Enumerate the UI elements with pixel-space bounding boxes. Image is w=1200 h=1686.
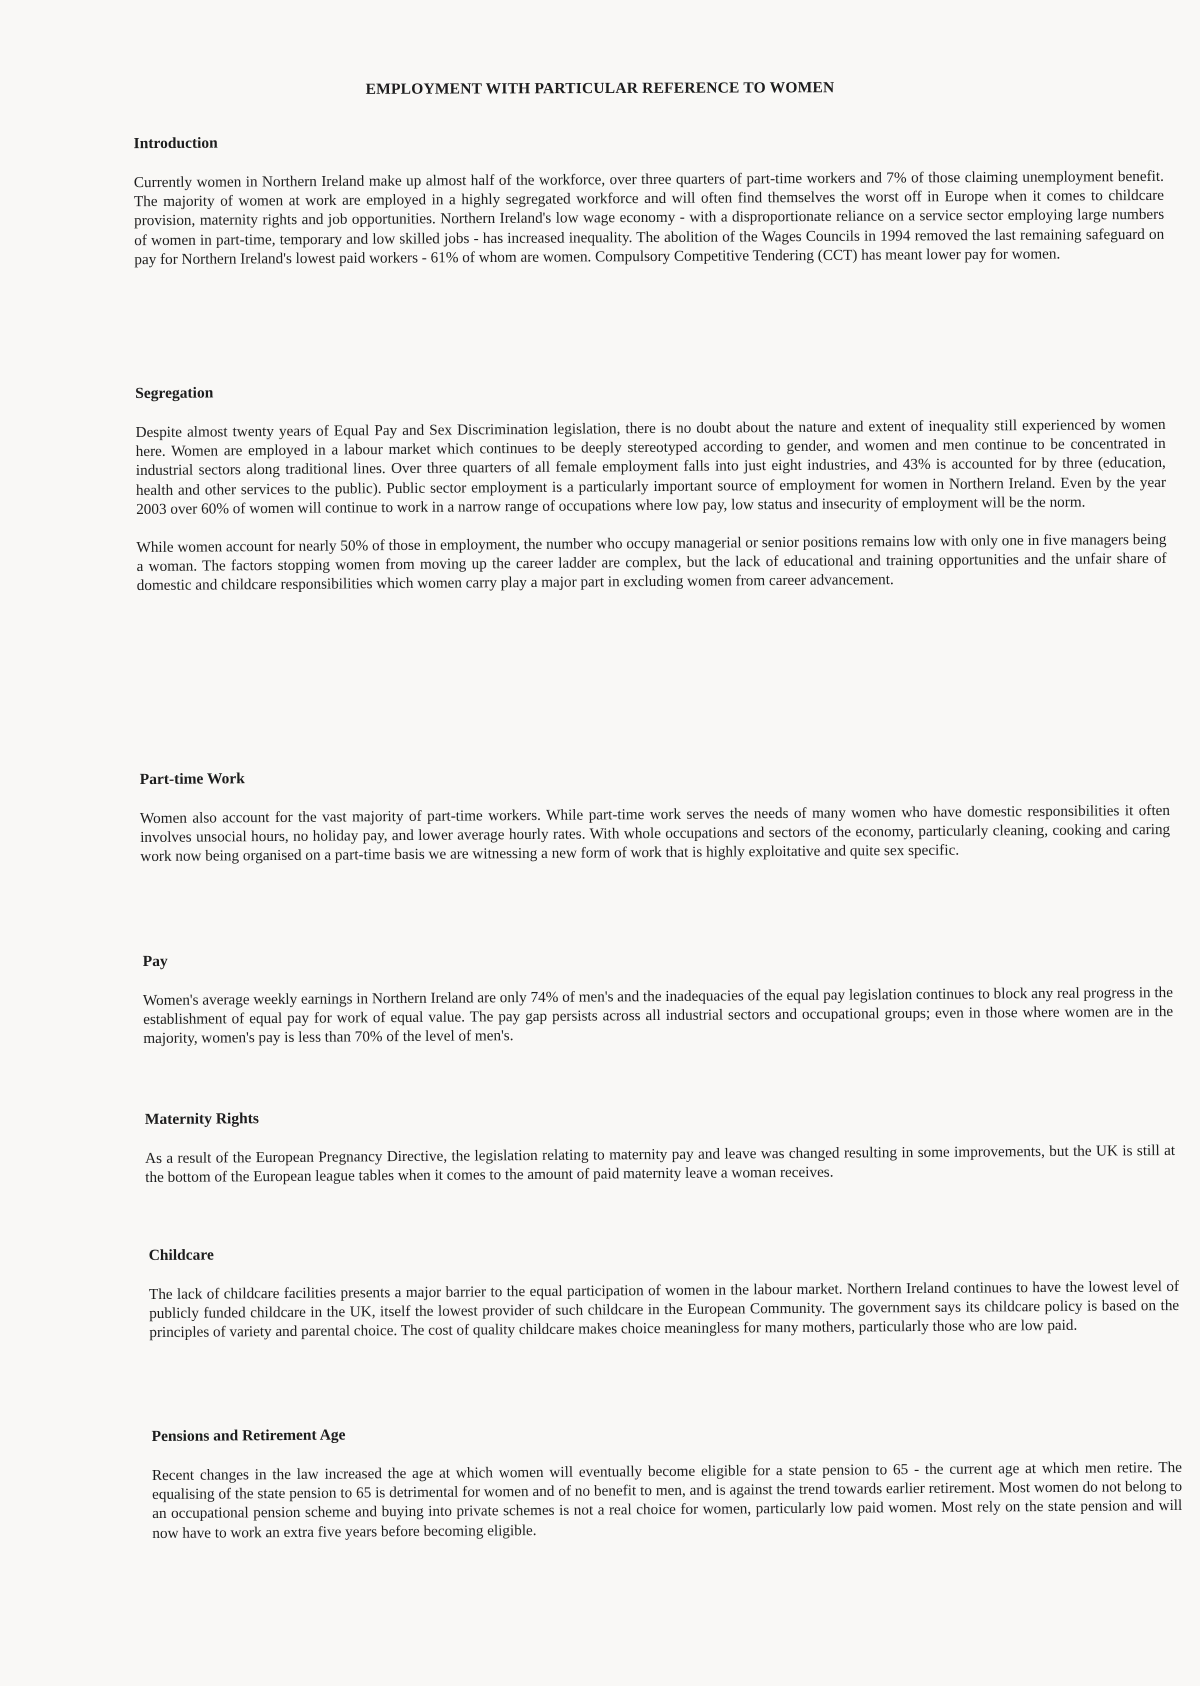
section-heading: Part-time Work xyxy=(139,770,245,789)
section-paragraph: While women account for nearly 50% of those in employment, the number who occupy managerial or senior positions remains low with only one in five managers being a woman. The factors stopping women from moving up the career ladder are complex, but the lack of educational and training opportunities and the unfair share of domestic and childcare responsibilities which women carry play a major part in excluding women from career advancement. xyxy=(136,530,1167,595)
section-paragraph: Currently women in Northern Ireland make up almost half of the workforce, over three quarters of part-time workers and 7% of those claiming unemployment benefit. The majority of women at work are employed in a highly segregated workforce and will often find themselves the worst off in Europe when it comes to childcare provision, maternity rights and job opportunities. Northern Ireland's low wage economy - with a disproportionate reliance on a service sector employing large numbers of women in part-time, temporary and low skilled jobs - has increased inequality. The abolition of the Wages Councils in 1994 removed the last remaining safeguard on pay for Northern Ireland's lowest paid workers - 61% of whom are women. Compulsory Competitive Tendering (CCT) has meant lower pay for women. xyxy=(133,167,1165,268)
section-paragraph: Women's average weekly earnings in Northern Ireland are only 74% of men's and the inadequacies of the equal pay legislation continues to block any real progress in the establishment of equal pay for work of equal value. The pay gap persists across all industrial sectors and occupational groups; even in those where women are in the majority, women's pay is less than 70% of the level of men's. xyxy=(142,983,1174,1048)
section-heading: Childcare xyxy=(148,1246,214,1265)
section-childcare xyxy=(149,1239,1180,1343)
section-heading: Maternity Rights xyxy=(144,1110,259,1129)
section-pensions-retirement-age xyxy=(152,1420,1183,1543)
section-paragraph: The lack of childcare facilities presents a major barrier to the equal participation of women in the labour market. Northern Ireland continues to have the lowest level of publicly funded childcare in the UK, itself the lowest provider of such childcare in the European Community. The government says its childcare policy is based on the principles of variety and parental choice. The cost of quality childcare makes choice meaningless for many mothers, particularly those who are low paid. xyxy=(148,1277,1180,1342)
section-maternity-rights xyxy=(145,1103,1176,1187)
section-introduction xyxy=(134,129,1165,269)
section-heading: Pay xyxy=(142,952,168,971)
document-title: EMPLOYMENT WITH PARTICULAR REFERENCE TO WOMEN xyxy=(365,79,835,98)
section-heading: Segregation xyxy=(135,384,214,403)
section-heading: Introduction xyxy=(133,134,218,153)
section-paragraph: As a result of the European Pregnancy Directive, the legislation relating to maternity pay and leave was changed resulting in some improvements, but the UK is still at the bottom of the European league tables when it comes to the amount of paid maternity leave a woman receives. xyxy=(145,1141,1176,1187)
section-paragraph: Despite almost twenty years of Equal Pay and Sex Discrimination legislation, there is no doubt about the nature and extent of inequality still experienced by women here. Women are employed in a labour market which continues to be deeply stereotyped according to gender, and women and men continue to be concentrated in industrial sectors along traditional lines. Over three quarters of all female employment falls into just eight industries, and 43% is accounted for by three (education, health and other services to the public). Public sector employment is a particularly important source of employment for women in Northern Ireland. Even by the year 2003 over 60% of women will continue to work in a narrow range of occupations where low pay, low status and insecurity of employment will be the norm. xyxy=(135,415,1167,518)
section-pay xyxy=(143,945,1174,1049)
section-heading: Pensions and Retirement Age xyxy=(151,1426,346,1446)
section-part-time-work xyxy=(140,763,1171,867)
section-paragraph: Recent changes in the law increased the age at which women will eventually become eligible for a state pension to 65 - the current age at which men retire. The equalising of the state pension to 65 is detrimental for women and of no benefit to men, and is against the trend towards earlier retirement. Most women do not belong to an occupational pension scheme and buying into private schemes is not a real choice for women, particularly low paid women. Most rely on the state pension and will now have to work an extra five years before becoming eligible. xyxy=(151,1458,1183,1542)
section-segregation xyxy=(135,377,1167,596)
section-paragraph: Women also account for the vast majority of part-time workers. While part-time work serves the needs of many women who have domestic responsibilities it often involves unsocial hours, no holiday pay, and lower average hourly rates. With whole occupations and sectors of the economy, particularly cleaning, cooking and caring work now being organised on a part-time basis we are witnessing a new form of work that is highly exploitative and quite sex specific. xyxy=(139,801,1171,866)
